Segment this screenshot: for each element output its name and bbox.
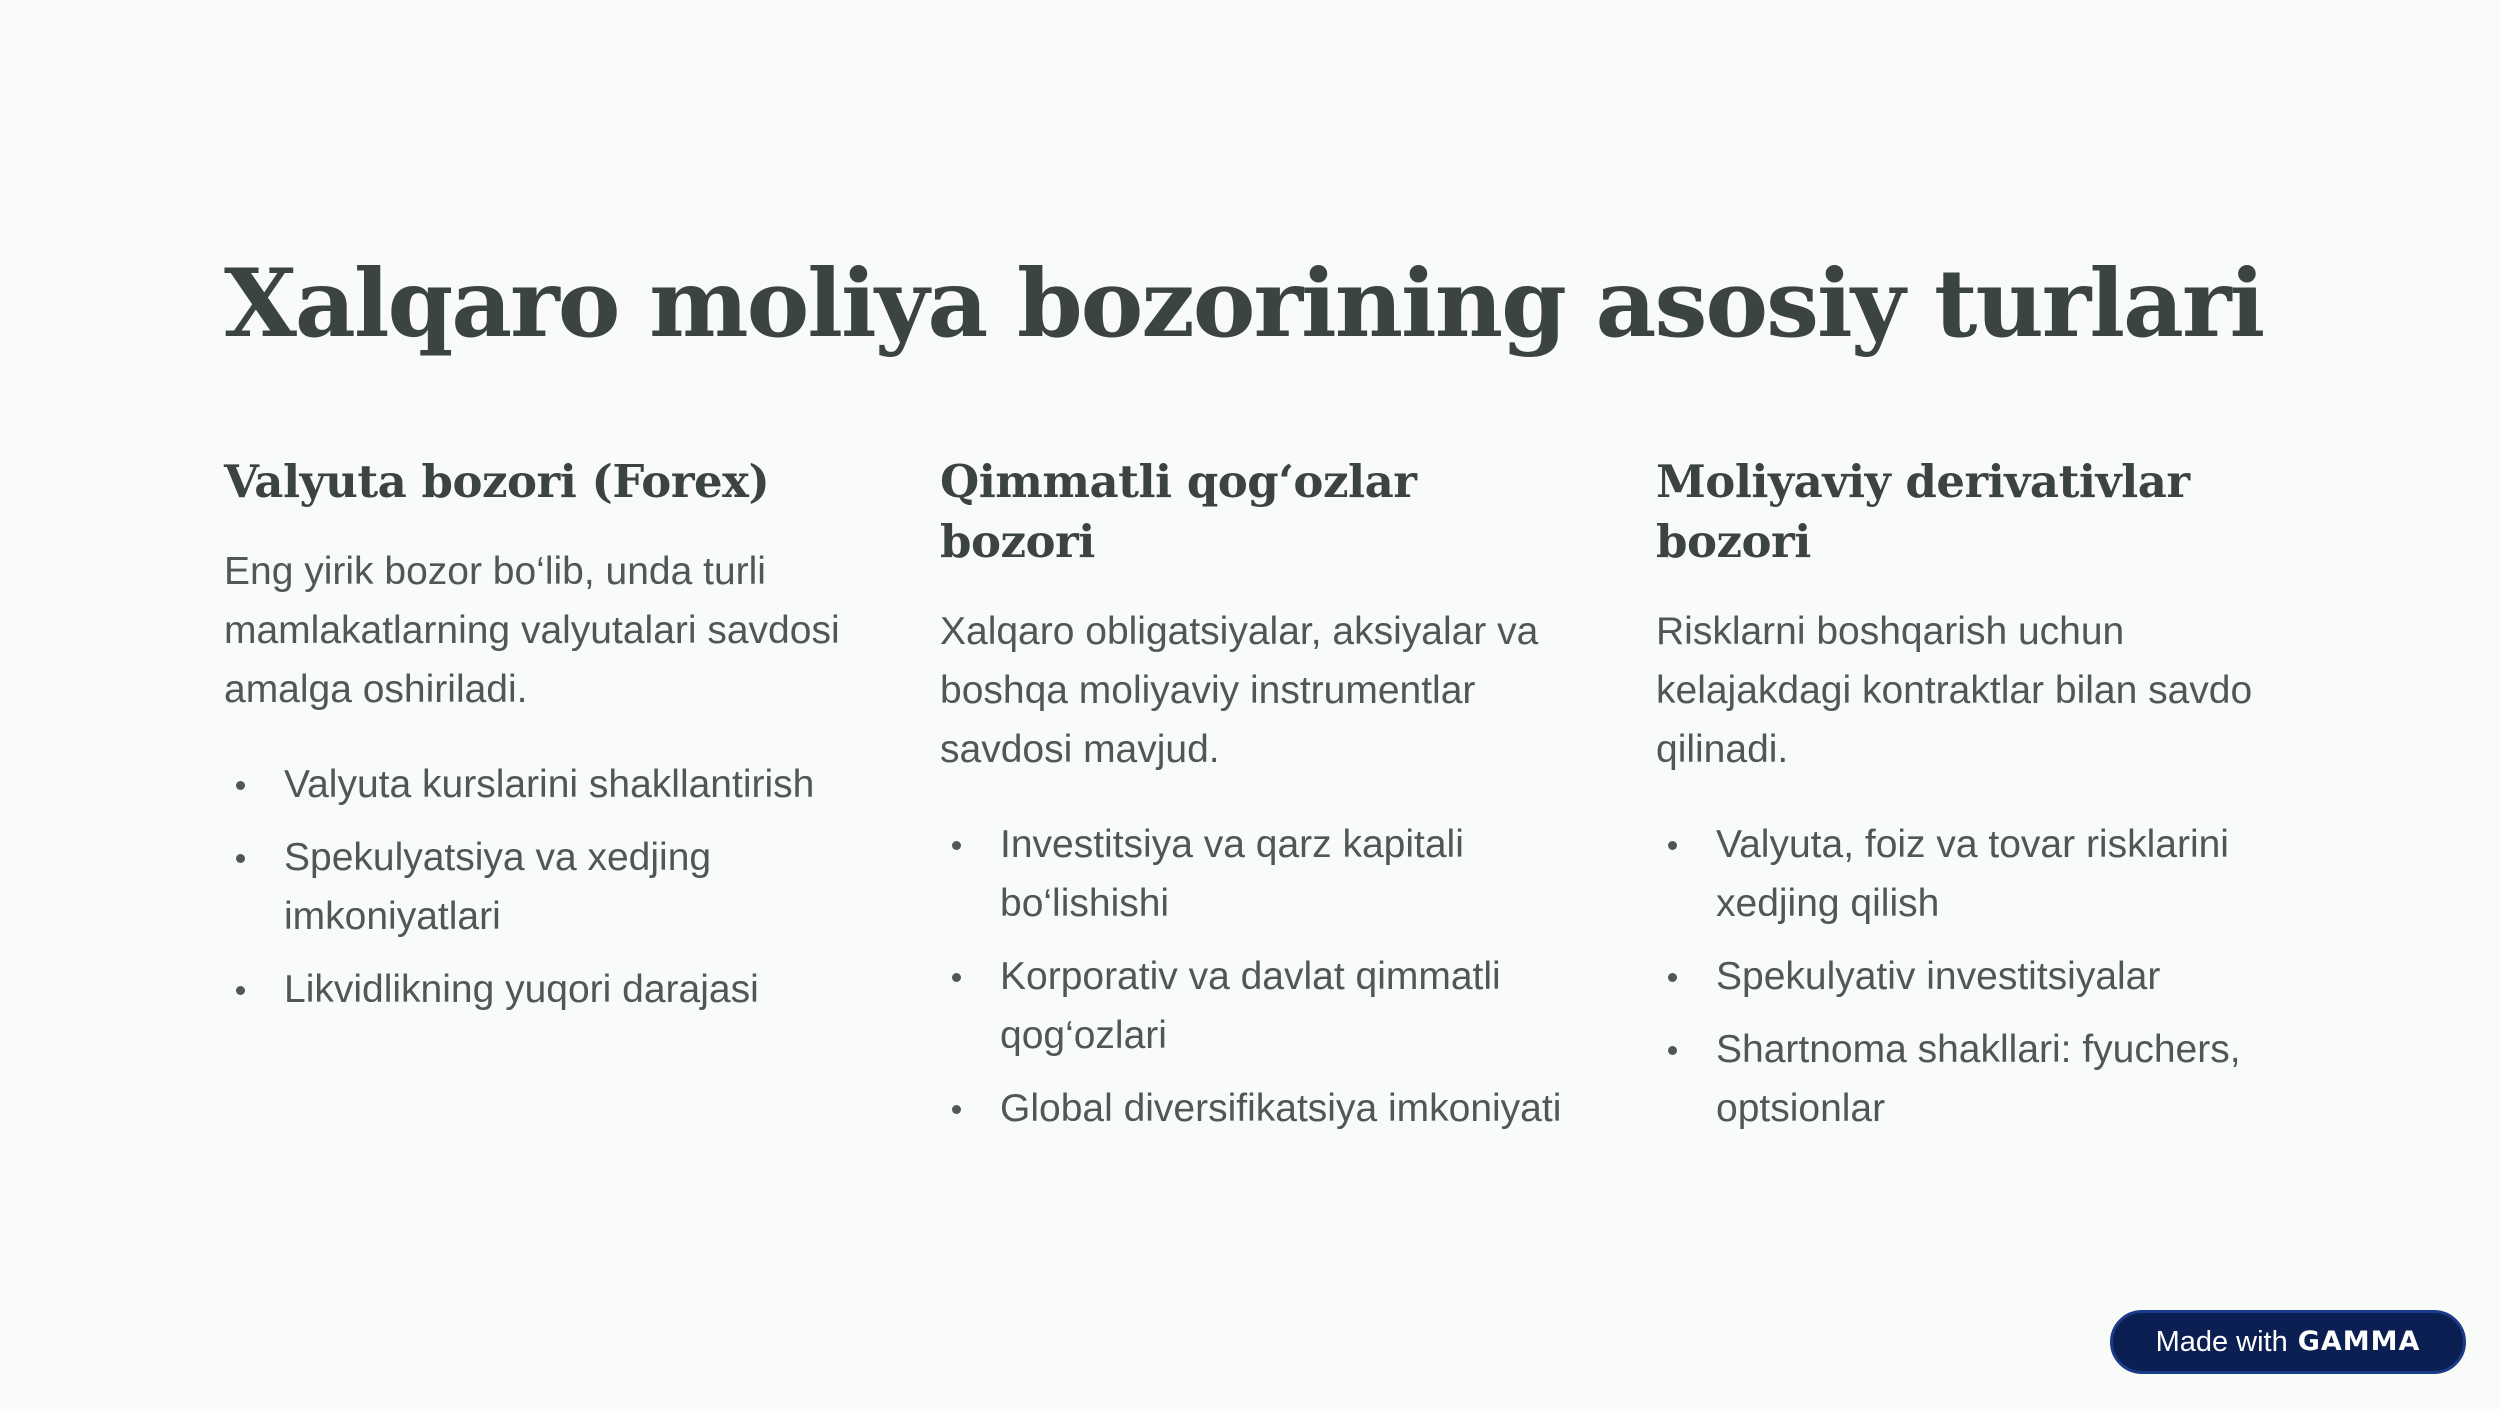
bullet-dot-icon xyxy=(236,854,245,863)
list-item-text: Korporativ va davlat qimmatli qog‘ozlari xyxy=(1000,955,1501,1057)
column-heading: Valyuta bozori (Forex) xyxy=(224,455,770,508)
bullet-dot-icon xyxy=(1668,841,1677,850)
bullet-dot-icon xyxy=(952,1105,961,1114)
list-item-text: Spekulyativ investitsiyalar xyxy=(1716,955,2161,998)
list-item xyxy=(940,815,1580,933)
badge-prefix: Made with xyxy=(2155,1326,2288,1358)
column-description: Xalqaro obligatsiyalar, aksiyalar va boshqa moliyaviy instrumentlar savdosi mavjud. xyxy=(940,610,1539,771)
bullet-dot-icon xyxy=(236,781,245,790)
list-item xyxy=(1656,815,2296,933)
bullet-dot-icon xyxy=(1668,1046,1677,1055)
list-item xyxy=(224,755,864,814)
page-title: Xalqaro moliya bozorining asosiy turlari xyxy=(224,249,2264,359)
bullet-dot-icon xyxy=(952,973,961,982)
bullet-dot-icon xyxy=(952,841,961,850)
bullet-list xyxy=(940,815,1580,1138)
list-item-text: Valyuta kurslarini shakllantirish xyxy=(284,763,815,806)
list-item xyxy=(224,960,864,1019)
bullet-list xyxy=(224,755,864,1019)
column-securities xyxy=(940,452,1580,1152)
bullet-list xyxy=(1656,815,2296,1138)
bullet-dot-icon xyxy=(236,986,245,995)
list-item-text: Spekulyatsiya va xedjing imkoniyatlari xyxy=(284,836,712,938)
gamma-logo: GAMMA xyxy=(2297,1326,2421,1357)
list-item xyxy=(1656,947,2296,1006)
bullet-dot-icon xyxy=(1668,973,1677,982)
list-item-text: Investitsiya va qarz kapitali bo‘lishishi xyxy=(1000,823,1464,925)
column-forex xyxy=(224,452,864,1033)
column-description: Eng yirik bozor bo‘lib, unda turli mamlakatlarning valyutalari savdosi amalga oshiriladi. xyxy=(224,550,840,711)
made-with-gamma-badge[interactable] xyxy=(2110,1310,2466,1374)
column-description: Risklarni boshqarish uchun kelajakdagi kontraktlar bilan savdo qilinadi. xyxy=(1656,610,2253,771)
list-item xyxy=(224,828,864,946)
column-derivatives xyxy=(1656,452,2296,1152)
list-item-text: Shartnoma shakllari: fyuchers, optsionlar xyxy=(1716,1028,2241,1130)
list-item-text: Valyuta, foiz va tovar risklarini xedjing qilish xyxy=(1716,823,2229,925)
list-item xyxy=(1656,1020,2296,1138)
list-item-text: Global diversifikatsiya imkoniyati xyxy=(1000,1087,1562,1130)
column-heading: Moliyaviy derivativlar bozori xyxy=(1656,455,2190,568)
list-item xyxy=(940,1079,1580,1138)
list-item xyxy=(940,947,1580,1065)
list-item-text: Likvidlikning yuqori darajasi xyxy=(284,968,759,1011)
column-heading: Qimmatli qog‘ozlar bozori xyxy=(940,455,1417,568)
